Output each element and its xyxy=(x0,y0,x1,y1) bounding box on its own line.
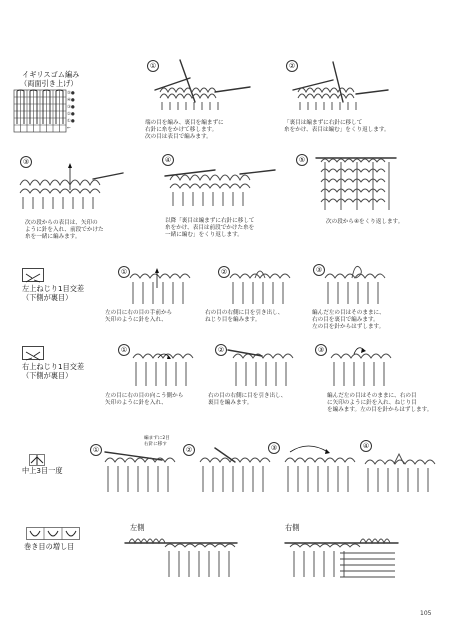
wrap-inc-right-label: 右側 xyxy=(285,523,300,532)
rib-step3-caption: 次の段からの表目は、矢印の ように針を入れ、前段でかけた 糸を一緒に編みます。 xyxy=(25,220,104,241)
step-number: ③ xyxy=(268,442,280,454)
wrap-inc-title: 巻き目の増し目 xyxy=(24,542,75,551)
rib-step5-caption: 次の段から④をくり返します。 xyxy=(326,219,404,225)
step-number: ② xyxy=(215,344,227,356)
rib-step1-illustration xyxy=(150,72,260,117)
chart-row-label: ③● xyxy=(67,105,75,110)
left-cross-subtitle: （下側が裏目） xyxy=(22,293,73,302)
right-cross-step3-caption: 編んだ左の目はそのままに、右の目 に矢印のように針を入れ、ねじり目 を編みます。左の目を針からはずします。 xyxy=(327,393,433,414)
rib-step2-illustration xyxy=(288,72,398,117)
center-dec-step1-illustration xyxy=(100,448,182,496)
chart-row-label: ①● xyxy=(67,119,75,124)
center-dec-step4-illustration xyxy=(360,446,440,496)
left-cross-step3-caption: 編んだ左の目はそのままに、 右の目を裏目で編みます。 左の目を針からはずします。 xyxy=(312,310,385,331)
step-number: ④ xyxy=(162,154,174,166)
left-cross-step2-illustration xyxy=(225,266,300,308)
rib-step2-caption: 「裏目は編まずに右針に移して 糸をかけ、表目は編む」をくり返します。 xyxy=(284,120,390,134)
step-number: ② xyxy=(218,266,230,278)
right-cross-step2-illustration xyxy=(228,344,303,390)
rib-step4-illustration xyxy=(165,162,280,212)
step-number: ③ xyxy=(315,344,327,356)
wrap-inc-left-illustration xyxy=(125,533,245,583)
rib-subtitle: （両面引き上げ） xyxy=(20,79,78,88)
wrap-inc-right-illustration xyxy=(280,533,405,583)
step-number: ② xyxy=(286,60,298,72)
step-number: ③ xyxy=(20,156,32,168)
center-dec-step2-illustration xyxy=(195,444,275,496)
center-dec-note: 編まずに2目 右針に移す xyxy=(144,436,170,447)
chart-row-label: ④● xyxy=(67,98,75,103)
step-number: ③ xyxy=(313,264,325,276)
rib-step4-caption: 以降「裏目は編まずに右針に移して 糸をかけ、表目は前段でかけた糸を 一緒に編む」をくり返します。 xyxy=(165,218,255,239)
rib-step3-illustration xyxy=(15,165,125,213)
right-cross-subtitle: （下側が裏目） xyxy=(22,371,73,380)
right-cross-step2-caption: 右の目の右側に目を引き出し、 裏目を編みます。 xyxy=(208,393,287,407)
rib-chart-row-labels xyxy=(67,90,75,132)
right-cross-step1-caption: 左の目に右の目の向こう側から 矢印のように針を入れ、 xyxy=(105,393,184,407)
chart-row-label: ⑤● xyxy=(67,91,75,96)
left-cross-step1-illustration xyxy=(125,268,200,308)
rib-title: イギリスゴム編み xyxy=(22,70,80,79)
left-cross-step1-caption: 左の目に右の目の手前から 矢印のように針を入れ、 xyxy=(105,310,173,324)
step-number: ① xyxy=(118,344,130,356)
right-cross-symbol xyxy=(22,346,44,360)
left-cross-symbol xyxy=(22,268,44,282)
center-dec-step3-illustration xyxy=(280,440,362,496)
step-number: ① xyxy=(147,60,159,72)
wrap-inc-left-label: 左側 xyxy=(130,523,145,532)
left-cross-step2-caption: 右の目の右側に目を引き出し、 ねじり目を編みます。 xyxy=(205,310,284,324)
left-cross-step3-illustration xyxy=(320,262,395,308)
step-number: ⑤ xyxy=(296,154,308,166)
step-number: ① xyxy=(90,444,102,456)
right-cross-step3-illustration xyxy=(326,344,401,390)
page-number: 105 xyxy=(420,610,432,617)
right-cross-title: 右上ねじり1目交差 xyxy=(22,362,85,371)
step-number: ① xyxy=(118,266,130,278)
chart-row-label: ← xyxy=(67,126,71,131)
step-number: ④ xyxy=(360,440,372,452)
right-cross-step1-illustration xyxy=(128,346,203,390)
center-dec-title: 中上3目一度 xyxy=(22,466,63,475)
chart-row-label: ②● xyxy=(67,112,75,117)
rib-step5-illustration xyxy=(316,152,411,214)
step-number: ② xyxy=(183,444,195,456)
center-dec-symbol xyxy=(29,451,45,463)
rib-step1-caption: 端の目を編み、裏目を編まずに 右針に糸をかけて移します。 次の目は表目で編みます。 xyxy=(145,120,224,141)
left-cross-title: 左上ねじり1目交差 xyxy=(22,284,85,293)
